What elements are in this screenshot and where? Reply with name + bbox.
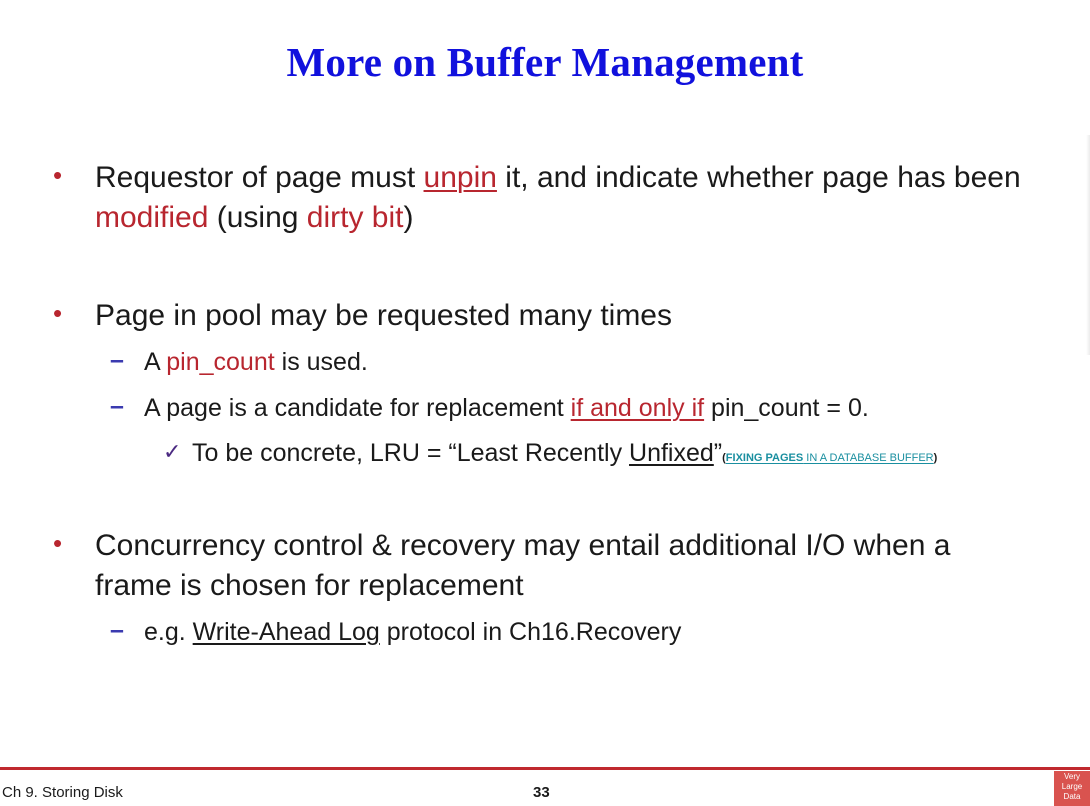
bullet-text: Page in pool may be requested many times bbox=[95, 299, 672, 332]
term-modified: modified bbox=[95, 201, 209, 234]
footer-chapter: Ch 9. Storing Disk bbox=[2, 784, 123, 801]
check-text bbox=[192, 437, 937, 474]
bullet-marker: • bbox=[53, 528, 63, 558]
term-write-ahead-log: Write-Ahead Log bbox=[192, 618, 380, 646]
text-span: (using bbox=[208, 201, 307, 234]
badge-line: Large bbox=[1061, 782, 1083, 791]
text-span: it, and indicate whether page has been bbox=[496, 161, 1021, 194]
sub-marker: – bbox=[110, 392, 124, 420]
sub-text bbox=[144, 346, 368, 378]
sub-text bbox=[144, 392, 869, 424]
term-dirty-bit: dirty bit bbox=[306, 201, 404, 234]
ref-rest: IN A DATABASE BUFFER bbox=[803, 452, 934, 464]
term-pin-count: pin_count bbox=[166, 348, 275, 376]
page-edge-shadow bbox=[1086, 135, 1090, 355]
term-unfixed: Unfixed bbox=[629, 439, 714, 467]
footer-divider bbox=[0, 767, 1090, 770]
bullet-marker: • bbox=[53, 298, 63, 328]
sub-text bbox=[144, 616, 681, 648]
bullet-text bbox=[95, 158, 1080, 238]
badge-line: Data bbox=[1063, 792, 1081, 801]
text-span: ) bbox=[933, 452, 938, 464]
sub-marker: – bbox=[110, 616, 124, 644]
bullet-text bbox=[95, 526, 1080, 606]
text-span: ( bbox=[722, 452, 726, 464]
sub-marker: – bbox=[110, 346, 124, 374]
term-unpin: unpin bbox=[423, 161, 497, 194]
footer-page-number: 33 bbox=[533, 784, 550, 801]
text-span: A bbox=[144, 348, 167, 376]
text-span: frame is chosen for replacement bbox=[95, 569, 524, 602]
checkmark-icon: ✓ bbox=[163, 439, 182, 464]
text-span: protocol in Ch16.Recovery bbox=[379, 618, 682, 646]
text-span: is used. bbox=[274, 348, 368, 376]
badge-line: Very bbox=[1063, 772, 1080, 781]
bullet-marker: • bbox=[53, 160, 63, 190]
text-span: Requestor of page must bbox=[95, 161, 424, 194]
text-span: ) bbox=[403, 201, 414, 234]
text-span: e.g. bbox=[144, 618, 193, 646]
slide-title: More on Buffer Management bbox=[286, 39, 804, 85]
text-span: pin_count = 0. bbox=[704, 394, 869, 422]
text-span: To be concrete, LRU = “Least Recently bbox=[192, 439, 630, 467]
text-span: Concurrency control & recovery may entail additional I/O when a bbox=[95, 529, 951, 562]
text-span: ” bbox=[713, 439, 723, 467]
ref-bold: FIXING PAGES bbox=[725, 452, 804, 464]
footer-logo-badge bbox=[1054, 771, 1090, 806]
text-span: A page is a candidate for replacement bbox=[144, 394, 571, 422]
term-iff: if and only if bbox=[570, 394, 705, 422]
reference-link[interactable] bbox=[726, 452, 934, 464]
